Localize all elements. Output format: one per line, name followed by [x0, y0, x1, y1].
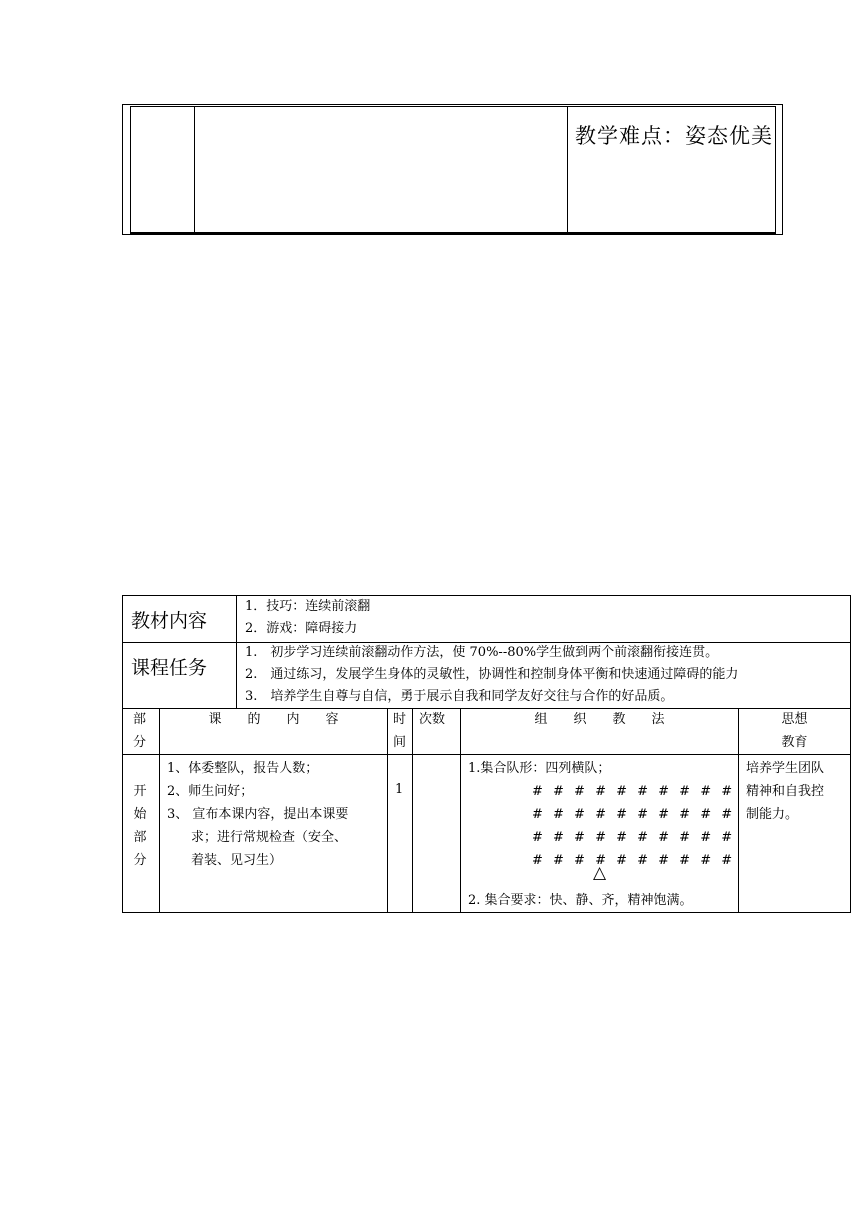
bottom-border-inner	[130, 232, 776, 234]
right-border-inner	[775, 106, 776, 234]
col-line-label	[236, 595, 237, 708]
content-line: 着装、见习生）	[191, 853, 283, 868]
task-item: 1. 初步学习连续前滚翻动作方法，使 70%--80%学生做到两个前滚翻衔接连贯。	[245, 645, 719, 660]
part-char: 分	[133, 853, 147, 868]
task-item: 2. 通过练习，发展学生身体的灵敏性，协调性和控制身体平衡和快速通过障碍的能力	[245, 667, 739, 682]
task-item: 3. 培养学生自尊与自信，勇于展示自我和同学友好交往与合作的好品质。	[245, 689, 674, 704]
formation-row: # # # # # # # # # #	[532, 784, 736, 799]
content-line: 2、师生问好；	[167, 784, 254, 799]
part-char: 开	[133, 784, 147, 799]
left-border-outer	[122, 104, 123, 235]
materials-item: 1．技巧：连续前滚翻	[245, 599, 371, 614]
formation-row: # # # # # # # # # #	[532, 830, 736, 845]
header-organization: 组 织 教 法	[534, 712, 665, 727]
header-time: 时	[393, 712, 407, 727]
column-divider-1	[194, 106, 195, 234]
row-line-top	[122, 595, 851, 596]
col-line-time	[412, 708, 413, 913]
time-value: 1	[395, 782, 404, 797]
header-part: 分	[133, 735, 147, 750]
content-line: 求；进行常规检查（安全、	[191, 830, 348, 845]
top-table-fragment	[0, 0, 860, 240]
header-part: 部	[133, 712, 147, 727]
tasks-label: 课程任务	[131, 657, 208, 679]
materials-item: 2．游戏：障碍接力	[245, 621, 358, 636]
row-line-bottom	[122, 912, 851, 913]
teacher-triangle-icon: △	[593, 863, 607, 883]
top-border-outer	[122, 104, 783, 105]
assembly-requirement: 2. 集合要求：快、静、齐，精神饱满。	[468, 893, 693, 908]
formation-title: 1.集合队形：四列横队；	[468, 761, 611, 776]
row-line-header	[122, 754, 851, 755]
part-char: 部	[133, 830, 147, 845]
thought-line: 制能力。	[746, 807, 799, 822]
formation-row: # # # # # # # # # #	[532, 853, 736, 868]
col-line-right	[850, 595, 851, 913]
header-content: 课 的 内 容	[208, 712, 339, 727]
thought-line: 培养学生团队	[746, 761, 825, 776]
right-border-outer	[782, 104, 783, 235]
bottom-border-outer	[122, 234, 783, 235]
col-line-content	[387, 708, 388, 913]
teaching-difficulty: 教学难点：姿态优美	[575, 124, 773, 148]
thought-line: 精神和自我控	[746, 784, 825, 799]
materials-label: 教材内容	[131, 610, 208, 632]
row-line-tasks	[122, 708, 851, 709]
formation-row: # # # # # # # # # #	[532, 807, 736, 822]
content-line: 3、 宣布本课内容，提出本课要	[167, 807, 349, 822]
part-char: 始	[133, 807, 147, 822]
left-border-inner	[130, 106, 131, 234]
column-divider-2	[567, 106, 568, 234]
header-count: 次数	[419, 712, 446, 727]
col-line-left	[122, 595, 123, 913]
col-line-part	[159, 708, 160, 913]
header-time: 间	[393, 735, 407, 750]
col-line-count	[460, 708, 461, 913]
top-border-inner	[130, 106, 776, 107]
header-thought: 教育	[781, 735, 808, 750]
header-thought: 思想	[781, 712, 808, 727]
content-line: 1、体委整队，报告人数；	[167, 761, 319, 776]
